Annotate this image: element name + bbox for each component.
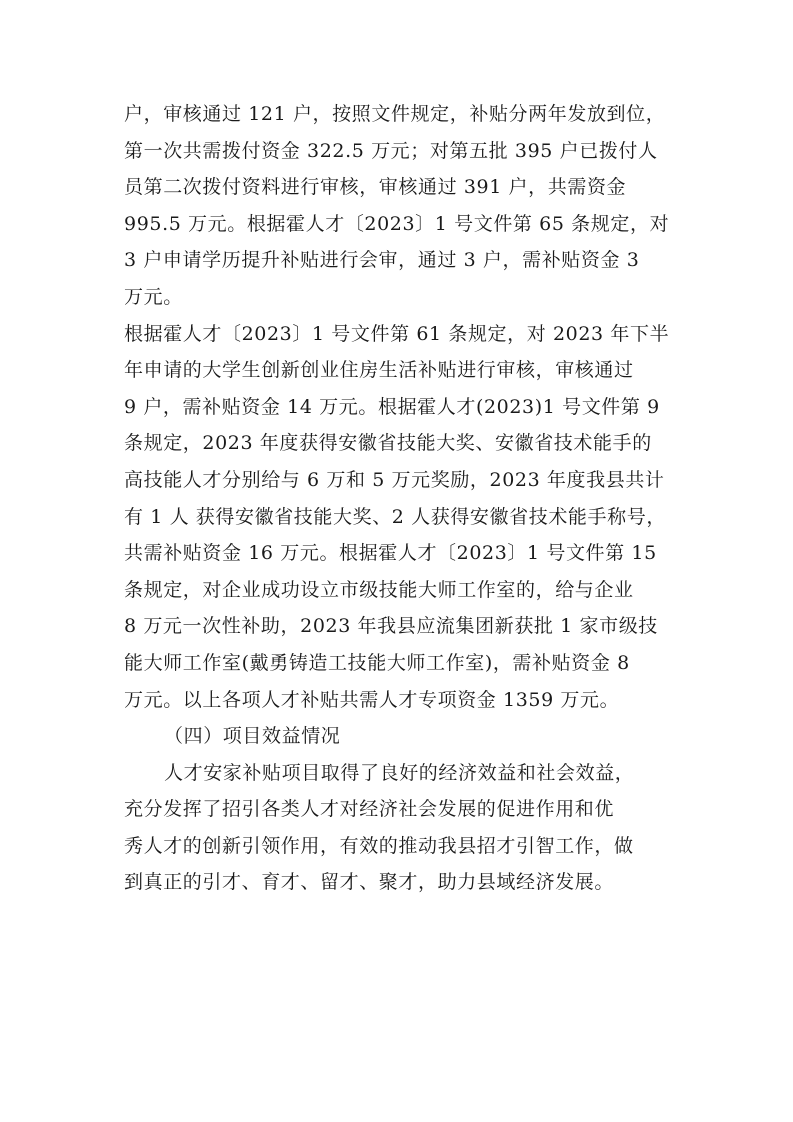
text-line: 9 户，需补贴资金 14 万元。根据霍人才(2023)1 号文件第 9	[124, 395, 660, 418]
text-line: 条规定，对企业成功设立市级技能大师工作室的，给与企业	[124, 578, 634, 601]
body-text	[124, 96, 684, 901]
text-line: 万元。以上各项人才补贴共需人才专项资金 1359 万元。	[124, 688, 620, 711]
text-line: 万元。	[124, 285, 183, 308]
text-line: 充分发挥了招引各类人才对经济社会发展的促进作用和优	[124, 798, 615, 821]
text-line: 8 万元一次性补助，2023 年我县应流集团新获批 1 家市级技	[124, 615, 658, 638]
text-line: 能大师工作室(戴勇铸造工技能大师工作室)，需补贴资金 8	[124, 651, 630, 674]
text-line: 第一次共需拨付资金 322.5 万元；对第五批 395 户已拨付人	[124, 139, 658, 162]
text-line: 995.5 万元。根据霍人才〔2023〕1 号文件第 65 条规定，对	[124, 212, 670, 235]
text-line: 3 户申请学历提升补贴进行会审，通过 3 户，需补贴资金 3	[124, 249, 640, 272]
text-line: 根据霍人才〔2023〕1 号文件第 61 条规定，对 2023 年下半	[124, 322, 670, 345]
text-line: 年申请的大学生创新创业住房生活补贴进行审核，审核通过	[124, 359, 634, 382]
text-line: 共需补贴资金 16 万元。根据霍人才〔2023〕1 号文件第 15	[124, 542, 657, 565]
text-line: 条规定，2023 年度获得安徽省技能大奖、安徽省技术能手的	[124, 432, 652, 455]
text-line: 有 1 人 获得安徽省技能大奖、2 人获得安徽省技术能手称号，	[124, 505, 666, 528]
text-line: 到真正的引才、育才、留才、聚才，助力县域经济发展。	[124, 871, 615, 894]
text-line: 高技能人才分别给与 6 万和 5 万元奖励，2023 年度我县共计	[124, 468, 665, 491]
text-line: 户，审核通过 121 户，按照文件规定，补贴分两年发放到位，	[124, 103, 666, 125]
text-line: 秀人才的创新引领作用，有效的推动我县招才引智工作，做	[124, 834, 634, 857]
text-line: 人才安家补贴项目取得了良好的经济效益和社会效益，	[164, 761, 635, 784]
text-line: 员第二次拨付资料进行审核，审核通过 391 户，共需资金	[124, 176, 627, 199]
section-heading: （四）项目效益情况	[164, 725, 341, 748]
